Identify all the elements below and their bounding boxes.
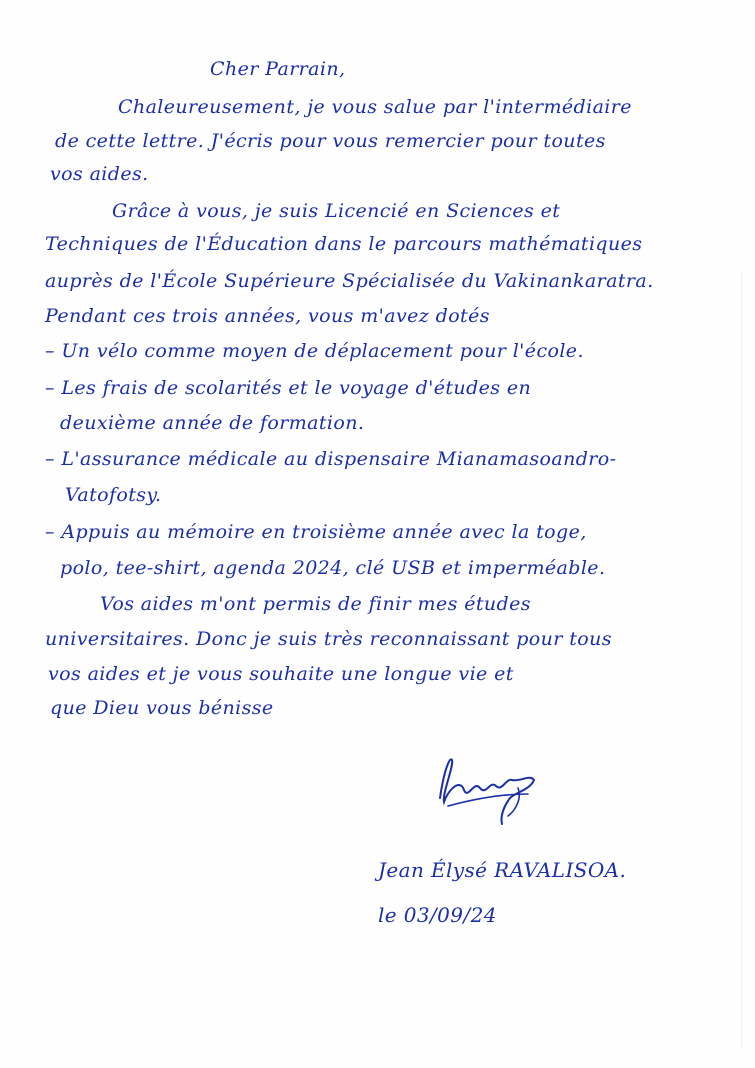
letter-line: auprès de l'École Supérieure Spécialisée du Vakinankaratra.	[45, 270, 654, 292]
list-item: – Un vélo comme moyen de déplacement pour l'école.	[45, 340, 584, 362]
letter-line: Chaleureusement, je vous salue par l'intermédiaire	[118, 96, 632, 118]
list-item: – L'assurance médicale au dispensaire Mianamasoandro-	[45, 448, 617, 470]
paper-edge	[741, 270, 742, 1050]
letter-line: Grâce à vous, je suis Licencié en Sciences et	[112, 200, 561, 222]
list-item-continuation: deuxième année de formation.	[60, 412, 365, 434]
list-item: – Les frais de scolarités et le voyage d'études en	[45, 377, 532, 399]
author-name: Jean Élysé RAVALISOA.	[378, 858, 627, 882]
letter-line: universitaires. Donc je suis très reconnaissant pour tous	[45, 628, 612, 650]
letter-line: Techniques de l'Éducation dans le parcours mathématiques	[45, 233, 643, 255]
letter-line: que Dieu vous bénisse	[50, 697, 274, 719]
letter-line: vos aides et je vous souhaite une longue vie et	[48, 663, 514, 685]
letter-line: Vos aides m'ont permis de finir mes études	[100, 593, 531, 615]
letter-date: le 03/09/24	[378, 903, 497, 927]
letter-line: de cette lettre. J'écris pour vous remercier pour toutes	[55, 130, 606, 152]
letter-line: Pendant ces trois années, vous m'avez dotés	[45, 305, 490, 327]
salutation: Cher Parrain,	[210, 58, 346, 80]
list-item: – Appuis au mémoire en troisième année avec la toge,	[45, 521, 587, 543]
list-item-continuation: polo, tee-shirt, agenda 2024, clé USB et imperméable.	[60, 557, 606, 579]
letter-line: vos aides.	[50, 163, 149, 185]
handwritten-signature	[430, 750, 550, 840]
list-item-continuation: Vatofotsy.	[65, 484, 162, 506]
